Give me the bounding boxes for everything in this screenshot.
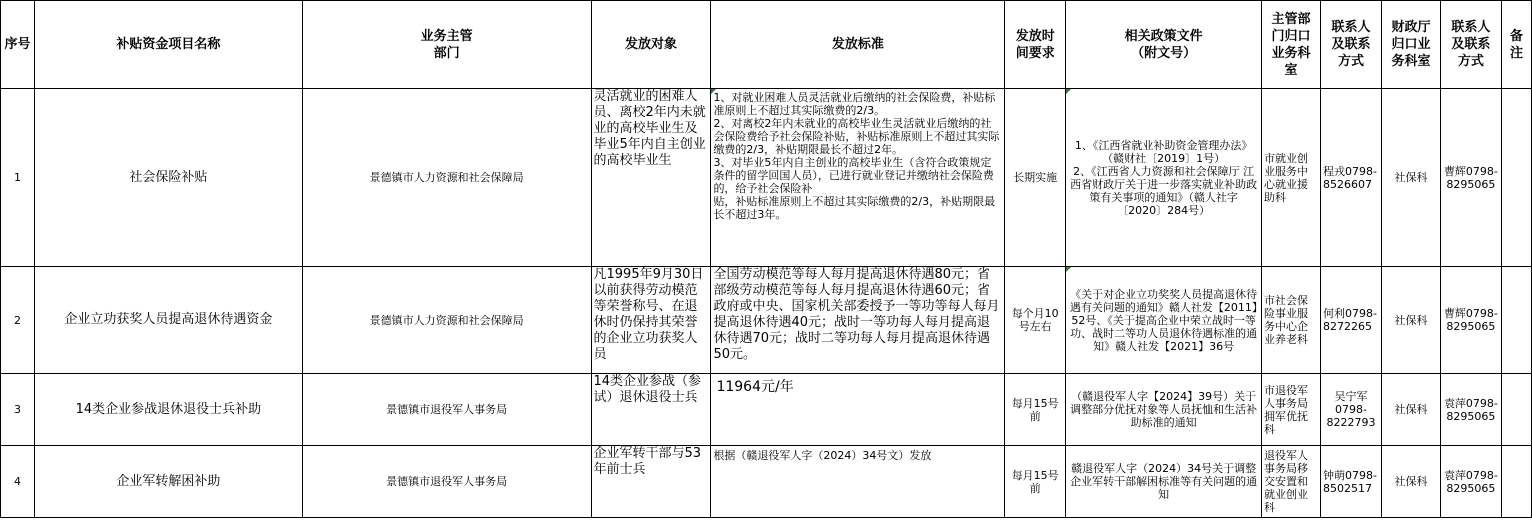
- header-policy: 相关政策文件 （附文号）: [1066, 1, 1262, 89]
- cell-contact1: 程戎0798-8526607: [1321, 89, 1382, 267]
- cell-contact1: 钟萌0798-8502517: [1321, 446, 1382, 518]
- cell-project: 企业军转解困补助: [34, 446, 302, 518]
- cell-finance: 社保科: [1381, 89, 1440, 267]
- header-standard: 发放标准: [711, 1, 1005, 89]
- cell-remark: [1501, 374, 1531, 446]
- cell-no: 4: [1, 446, 35, 518]
- header-contact1: 联系人 及联系 方式: [1321, 1, 1382, 89]
- cell-project: 14类企业参战退休退役士兵补助: [34, 374, 302, 446]
- cell-dept: 景德镇市退役军人事务局: [302, 446, 591, 518]
- header-time: 发放时 间要求: [1005, 1, 1066, 89]
- cell-contact2: 曹辉0798-8295065: [1440, 89, 1501, 267]
- cell-standard: 全国劳动模范等每人每月提高退休待遇80元；省部级劳动模范等每人每月提高退休待遇60元；省政府或中央、国家机关部委授予一等功等每人每月提高退休待遇40元；战时一等功每人每月提高退休待遇70元；战时二等功每人每月提高退休待遇50元。: [711, 267, 1005, 374]
- cell-office: 市就业创业服务中心就业援助科: [1262, 89, 1321, 267]
- cell-time: 每个月10号左右: [1005, 267, 1066, 374]
- cell-office: 退役军人事务局移交安置和就业创业科: [1262, 446, 1321, 518]
- cell-standard: 11964元/年: [711, 374, 1005, 446]
- cell-office: 市退役军人事务局拥军优抚科: [1262, 374, 1321, 446]
- header-project: 补贴资金项目名称: [34, 1, 302, 89]
- cell-policy: 1、《江西省就业补助资金管理办法》（赣财社〔2019〕1号） 2、《江西省人力资源和社会保障厅 江西省财政厅关于进一步落实就业补助政策有关事项的通知》（赣人社字〔2020〕284号）: [1066, 89, 1262, 267]
- header-remark: 备注: [1501, 1, 1531, 89]
- header-row: [1, 1, 1532, 89]
- cell-contact2: 曹辉0798-8295065: [1440, 267, 1501, 374]
- cell-remark: [1501, 267, 1531, 374]
- cell-dept: 景德镇市人力资源和社会保障局: [302, 89, 591, 267]
- cell-standard: 1、对就业困难人员灵活就业后缴纳的社会保险费，补贴标准原则上不超过其实际缴费的2/3。 2、对离校2年内未就业的高校毕业生灵活就业后缴纳的社会保险费给予社会保险补贴，补贴标准原则上不超过其实际缴费的2/3，补贴期限最长不超过2年。 3、对毕业5年内自主创业的高校毕业生（含符合政策规定条件的留学回国人员），已进行就业登记并缴纳社会保险费的，给予社会保险补 贴，补贴标准原则上不超过其实际缴费的2/3，补贴期限最长不超过3年。: [711, 89, 1005, 267]
- cell-contact2: 袁萍0798-8295065: [1440, 374, 1501, 446]
- cell-remark: [1501, 89, 1531, 267]
- cell-no: 2: [1, 267, 35, 374]
- cell-contact1: 何利0798-8272265: [1321, 267, 1382, 374]
- cell-no: 3: [1, 374, 35, 446]
- cell-policy: 赣退役军人字（2024）34号关于调整企业军转干部解困标准等有关问题的通知: [1066, 446, 1262, 518]
- cell-remark: [1501, 446, 1531, 518]
- header-office: 主管部 门归口 业务科 室: [1262, 1, 1321, 89]
- cell-project: 社会保险补贴: [34, 89, 302, 267]
- cell-no: 1: [1, 89, 35, 267]
- table-row: [1, 267, 1532, 374]
- cell-contact2: 袁萍0798-8295065: [1440, 446, 1501, 518]
- cell-target: 灵活就业的困难人员、离校2年内未就业的高校毕业生及毕业5年内自主创业的高校毕业生: [591, 89, 711, 267]
- header-dept: 业务主管 部门: [302, 1, 591, 89]
- cell-contact1: 吴宁军0798-8222793: [1321, 374, 1382, 446]
- cell-finance: 社保科: [1381, 267, 1440, 374]
- cell-dept: 景德镇市退役军人事务局: [302, 374, 591, 446]
- cell-target: 企业军转干部与53年前士兵: [591, 446, 711, 518]
- cell-office: 市社会保险事业服务中心企业养老科: [1262, 267, 1321, 374]
- cell-time: 长期实施: [1005, 89, 1066, 267]
- header-target: 发放对象: [591, 1, 711, 89]
- cell-standard: 根据（赣退役军人字（2024）34号文）发放: [711, 446, 1005, 518]
- cell-time: 每月15号前: [1005, 446, 1066, 518]
- header-no: 序号: [1, 1, 35, 89]
- cell-finance: 社保科: [1381, 374, 1440, 446]
- cell-policy: 《关于对企业立功奖奖人员提高退休待遇有关问题的通知》赣人社发【2011】52号、《关于提高企业中荣立战时一等功、战时二等功人员退休待遇标准的通知》赣人社发【2021】36号: [1066, 267, 1262, 374]
- cell-finance: 社保科: [1381, 446, 1440, 518]
- table-row: [1, 446, 1532, 518]
- cell-dept: 景德镇市人力资源和社会保障局: [302, 267, 591, 374]
- cell-project: 企业立功获奖人员提高退休待遇资金: [34, 267, 302, 374]
- cell-target: 14类企业参战（参试）退休退役士兵: [591, 374, 711, 446]
- cell-time: 每月15号前: [1005, 374, 1066, 446]
- header-contact2: 联系人 及联系 方式: [1440, 1, 1501, 89]
- cell-policy: （赣退役军人字【2024】39号）关于调整部分优抚对象等人员抚恤和生活补助标准的通知: [1066, 374, 1262, 446]
- table-row: [1, 374, 1532, 446]
- cell-target: 凡1995年9月30日以前获得劳动模范等荣誉称号、在退休时仍保持其荣誉的企业立功获奖人员: [591, 267, 711, 374]
- header-finance: 财政厅 归口业 务科室: [1381, 1, 1440, 89]
- table-row: [1, 89, 1532, 267]
